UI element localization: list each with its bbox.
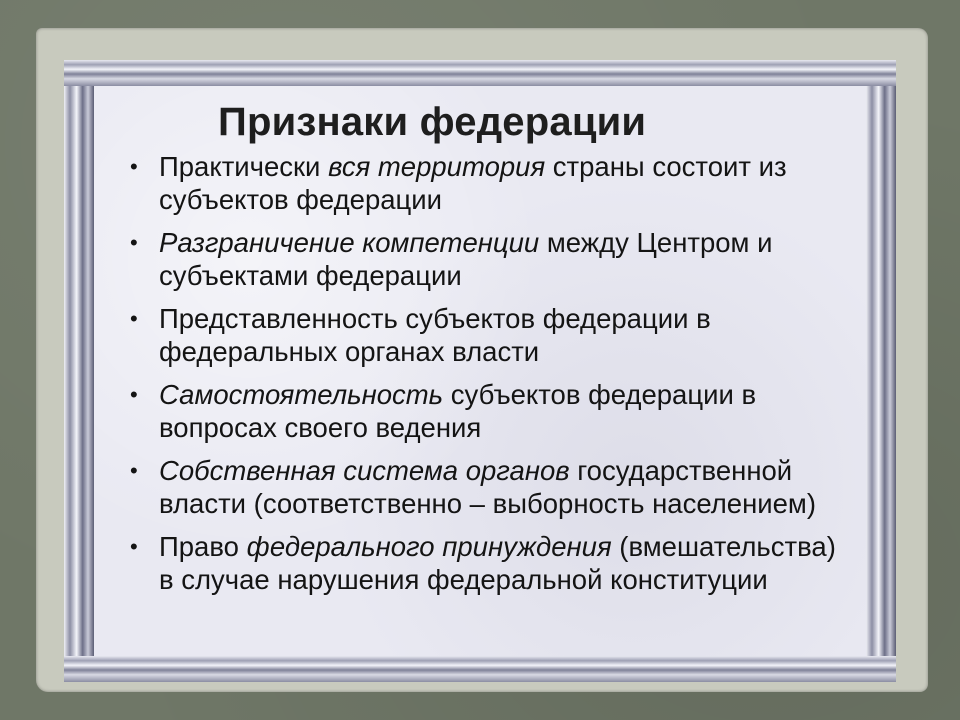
list-item bbox=[124, 530, 854, 596]
item-text: Практически bbox=[159, 151, 329, 182]
item-text: страны состоит из субъектов федерации bbox=[159, 151, 787, 215]
bullet-icon: • bbox=[130, 458, 138, 483]
item-text: субъектов федерации в вопросах своего ведения bbox=[159, 379, 757, 443]
item-text-italic: Разграничение компетенции bbox=[159, 227, 540, 258]
bullet-list bbox=[124, 150, 854, 606]
bullet-icon: • bbox=[130, 382, 138, 407]
frame-right-rail bbox=[866, 60, 896, 682]
bullet-icon: • bbox=[130, 230, 138, 255]
item-text: Представленность субъектов федерации в федеральных органах власти bbox=[159, 303, 711, 367]
frame-top-rail bbox=[64, 60, 896, 86]
item-text: Право bbox=[159, 531, 247, 562]
bullet-icon: • bbox=[130, 306, 138, 331]
frame-left-rail bbox=[64, 60, 94, 682]
item-text-italic: федерального принуждения bbox=[246, 531, 612, 562]
frame-bottom-rail bbox=[64, 656, 896, 682]
list-item bbox=[124, 150, 854, 216]
item-text: между Центром и субъектами федерации bbox=[159, 227, 773, 291]
item-text: (вмешательства) в случае нарушения федеральной конституции bbox=[159, 531, 836, 595]
item-text: государственной власти (соответственно – выборность населением) bbox=[159, 455, 816, 519]
list-item bbox=[124, 226, 854, 292]
bullet-icon: • bbox=[130, 154, 138, 179]
list-item bbox=[124, 378, 854, 444]
item-text-italic: Собственная система органов bbox=[159, 455, 570, 486]
item-text-italic: Самостоятельность bbox=[159, 379, 444, 410]
slide-title: Признаки федерации bbox=[218, 100, 647, 144]
list-item bbox=[124, 302, 854, 368]
bullet-icon: • bbox=[130, 534, 138, 559]
item-text-italic: вся территория bbox=[328, 151, 546, 182]
list-item bbox=[124, 454, 854, 520]
